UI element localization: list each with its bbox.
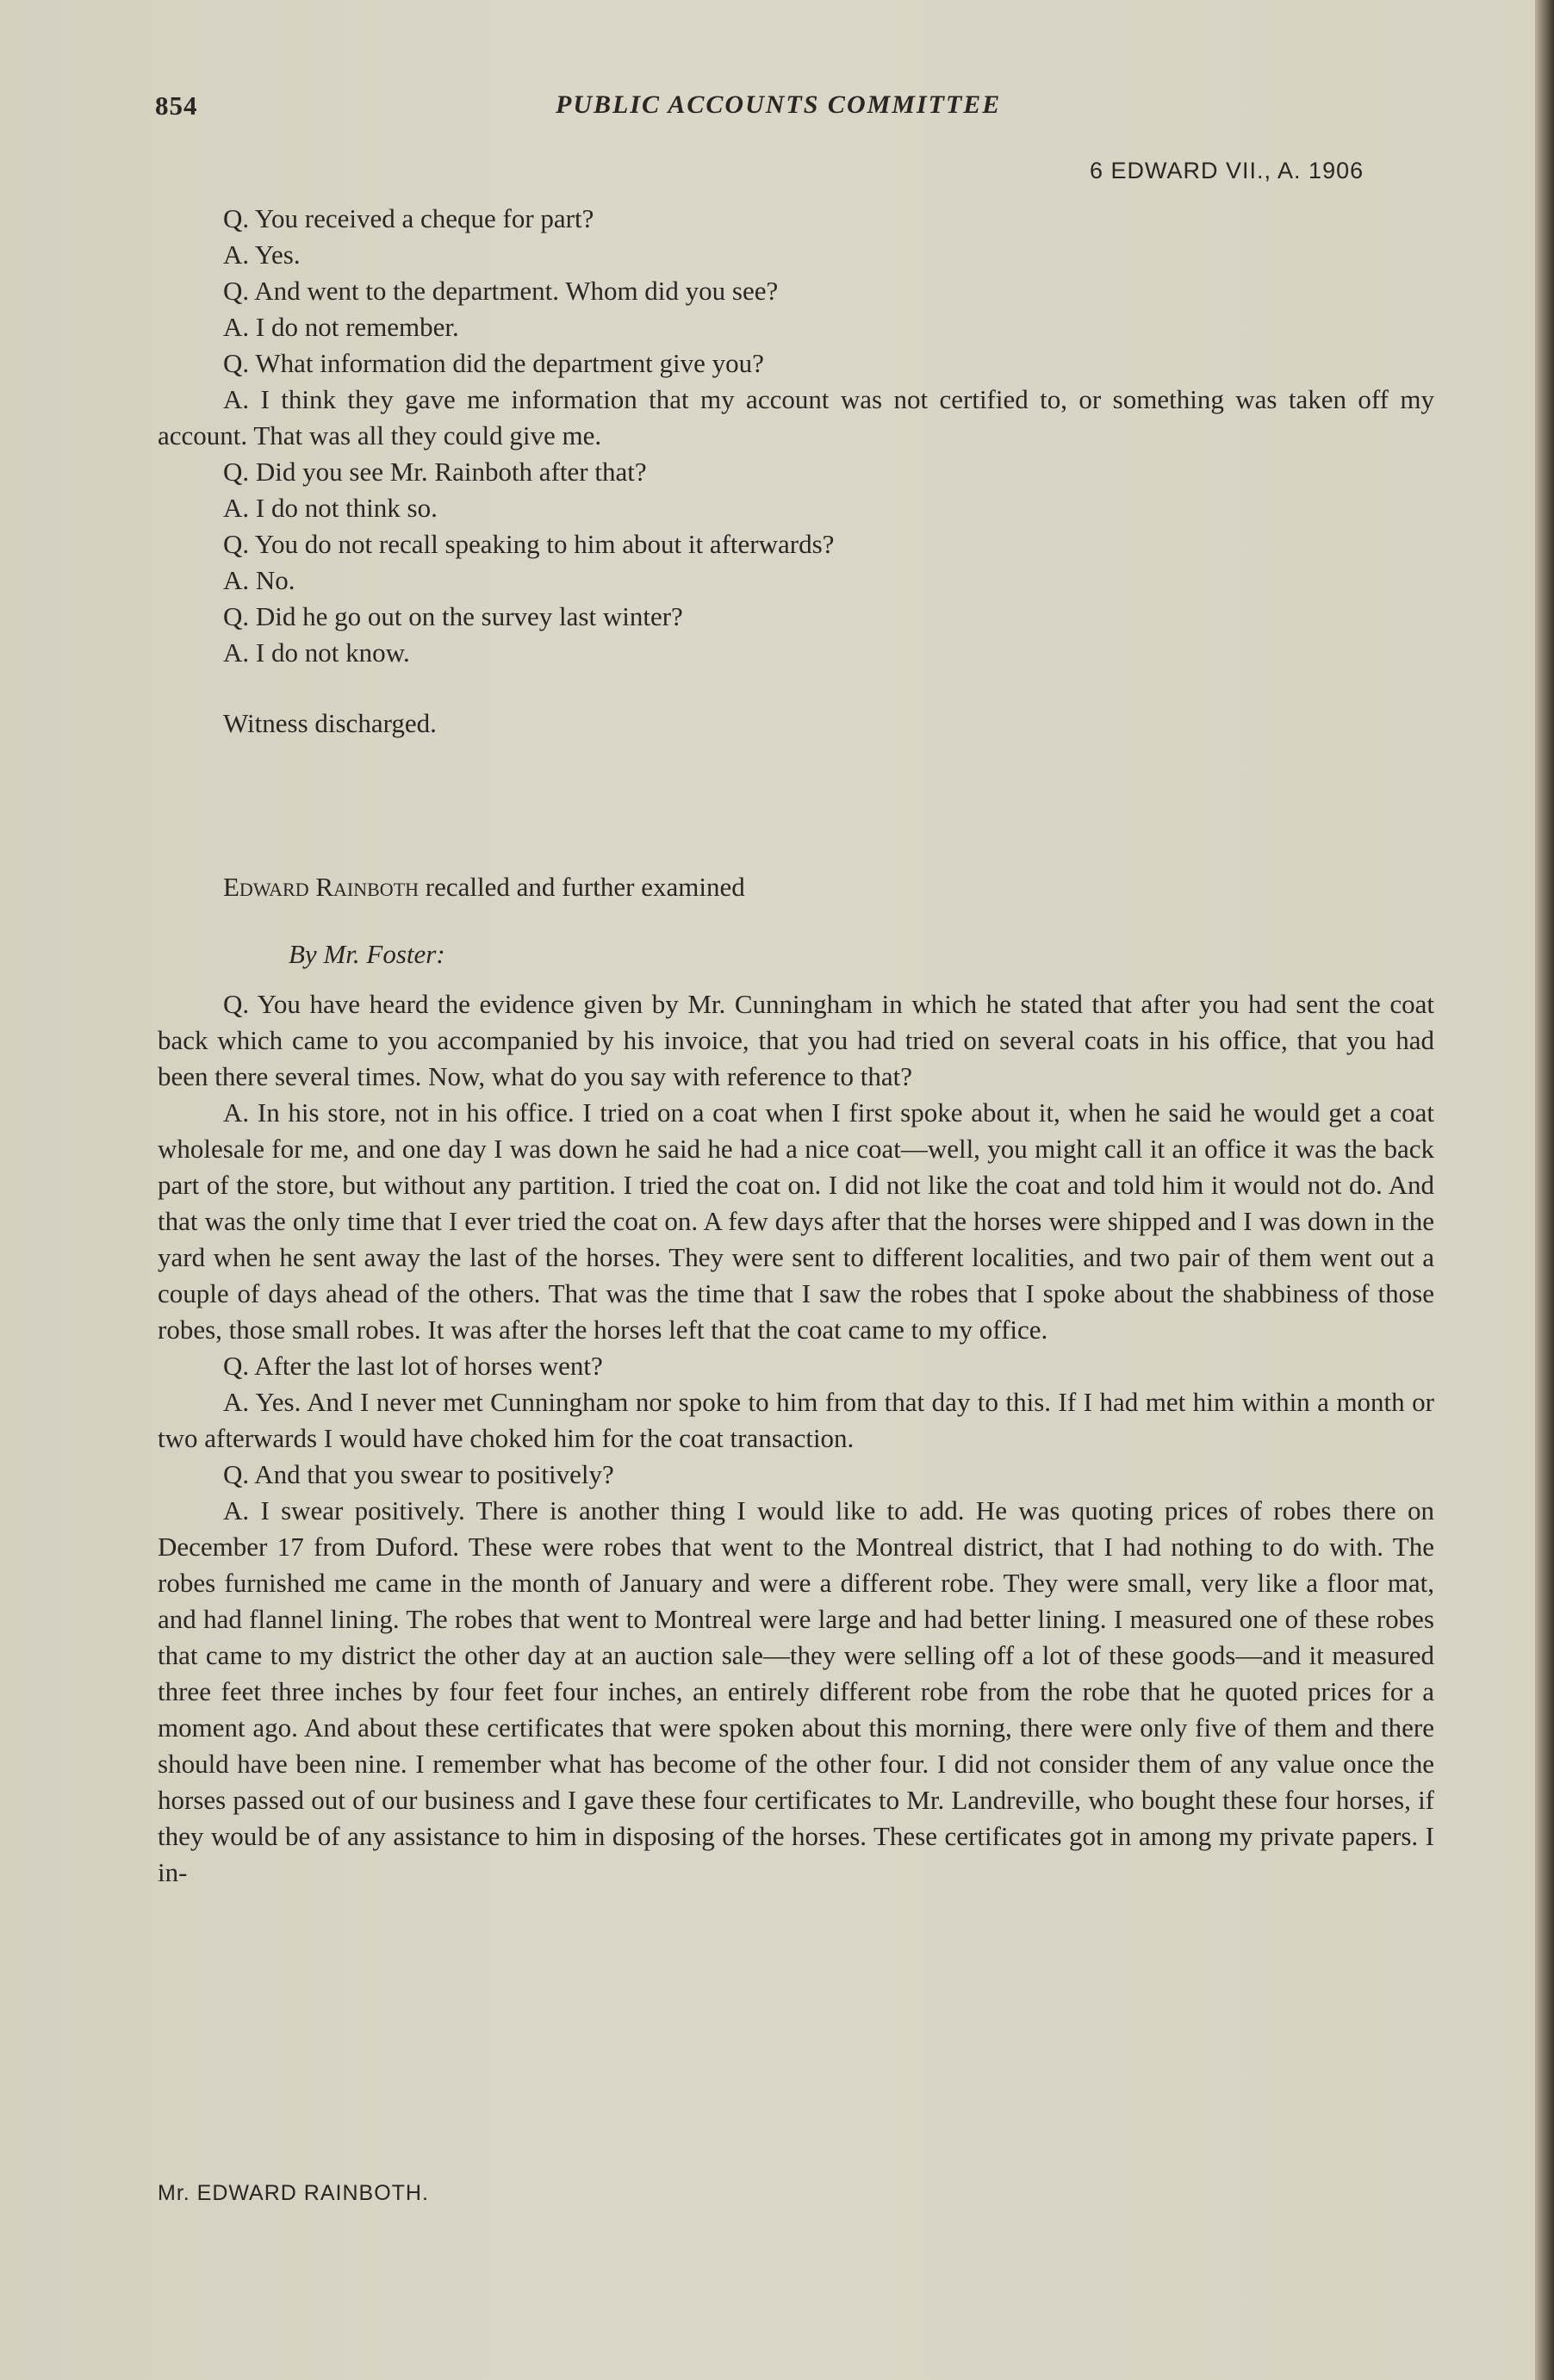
qa-line: Q. You do not recall speaking to him about it afterwards? [223, 529, 835, 559]
testimony-body [158, 986, 1434, 1891]
qa-line: Q. Did he go out on the survey last winter? [223, 601, 683, 631]
footer-witness: Mr. EDWARD RAINBOTH. [158, 2181, 429, 2205]
session-line: 6 EDWARD VII., A. 1906 [1090, 158, 1364, 183]
qa-line: Q. And went to the department. Whom did you see? [223, 276, 779, 306]
qa-section [158, 201, 1434, 671]
testimony-paragraph: A. Yes. And I never met Cunningham nor spoke to him from that day to this. If I had met him within a month or two afterwards I would have choked him for the coat transaction. [158, 1387, 1434, 1453]
qa-line: Q. Did you see Mr. Rainboth after that? [223, 457, 647, 487]
witness-name: Edward Rainboth [223, 872, 420, 902]
qa-line: A. I do not remember. [223, 312, 459, 342]
qa-line: Q. What information did the department give you? [223, 348, 764, 378]
qa-line: A. I do not think so. [223, 493, 438, 523]
qa-line: A. No. [223, 565, 295, 595]
examiner-line: By Mr. Foster: [289, 939, 445, 969]
witness-discharged: Witness discharged. [223, 708, 437, 738]
testimony-paragraph: Q. You have heard the evidence given by Mr. Cunningham in which he stated that after you had sent the coat back which came to you accompanied by his invoice, that you had tried on several coats in his office, that you had been there several times. Now, what do you say with reference to that? [158, 989, 1434, 1091]
qa-line: A. Yes. [223, 239, 301, 270]
testimony-paragraph: A. I swear positively. There is another thing I would like to add. He was quoting prices of robes there on December 17 from Duford. These were robes that went to the Montreal district, that I had nothing to do with. The robes furnished me came in the month of January and were a different robe. They were small, very like a floor mat, and had flannel lining. The robes that went to Montreal were large and had better lining. I measured one of these robes that came to my district the other day at an auction sale—they were selling off a lot of these goods—and it measured three feet three inches by four feet four inches, an entirely different robe from the robe that he quoted prices for a moment ago. And about these certificates that were spoken about this morning, there were only five of them and there should have been nine. I remember what has become of the other four. I did not consider them of any value once the horses passed out of our business and I gave these four certificates to Mr. Landreville, who bought these four horses, if they would be of any assistance to him in disposing of the horses. These certificates got in among my private papers. I in- [158, 1495, 1434, 1887]
recall-line [223, 872, 745, 903]
qa-line: A. I think they gave me information that my account was not certified to, or something was taken off my account. That was all they could give me. [158, 384, 1434, 451]
testimony-paragraph: Q. After the last lot of horses went? [223, 1351, 603, 1381]
page-number: 854 [155, 90, 198, 121]
recall-text: recalled and further examined [419, 872, 745, 902]
running-title: PUBLIC ACCOUNTS COMMITTEE [556, 90, 1002, 119]
testimony-paragraph: A. In his store, not in his office. I tried on a coat when I first spoke about it, when he said he would get a coat wholesale for me, and one day I was down he said he had a nice coat—well, you might call it an office it was the back part of the store, but without any partition. I tried the coat on. I did not like the coat and told him it would not do. And that was the only time that I ever tried the coat on. A few days after that the horses were shipped and I was down in the yard when he sent away the last of the horses. They were sent to different localities, and two pair of them went out a couple of days ahead of the others. That was the time that I saw the robes that I spoke about the shabbiness of those robes, those small robes. It was after the horses left that the coat came to my office. [158, 1097, 1434, 1345]
qa-line: Q. You received a cheque for part? [223, 203, 594, 233]
qa-line: A. I do not know. [223, 637, 410, 668]
testimony-paragraph: Q. And that you swear to positively? [223, 1459, 614, 1489]
book-spine-shadow [1535, 0, 1554, 2380]
